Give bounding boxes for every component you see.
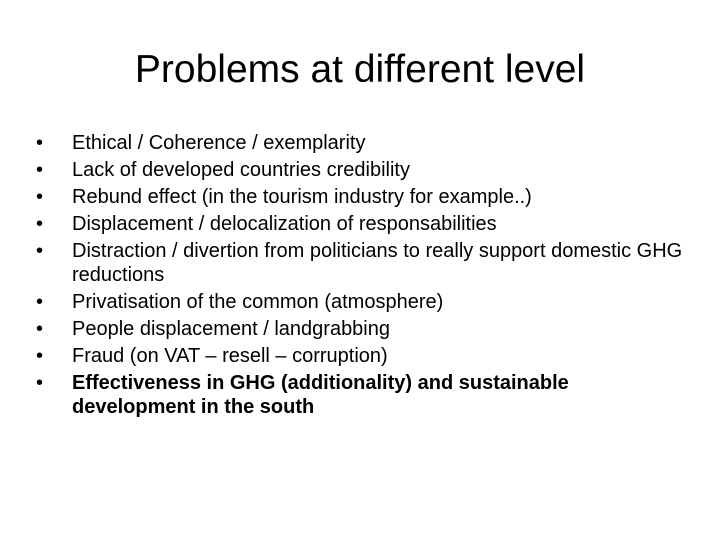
list-item xyxy=(36,344,696,368)
list-item xyxy=(36,185,696,209)
list-item-text: Lack of developed countries credibility xyxy=(72,159,410,181)
list-item-text: Displacement / delocalization of responsabilities xyxy=(72,213,497,235)
slide-title: Problems at different level xyxy=(134,48,586,91)
list-item xyxy=(36,290,696,314)
bullet-icon: • xyxy=(36,132,44,154)
bullet-icon: • xyxy=(36,291,44,313)
bullet-icon: • xyxy=(36,318,44,340)
list-item xyxy=(36,317,696,341)
list-item xyxy=(36,239,696,287)
list-item-text: Distraction / divertion from politicians to really support domestic GHG reductions xyxy=(72,240,683,286)
bullet-icon: • xyxy=(36,372,44,394)
list-item xyxy=(36,131,696,155)
list-item-text: Privatisation of the common (atmosphere) xyxy=(72,291,444,313)
bullet-icon: • xyxy=(36,240,44,262)
list-item-text: Ethical / Coherence / exemplarity xyxy=(72,132,366,154)
bullet-icon: • xyxy=(36,345,44,367)
list-item-text: Effectiveness in GHG (additionality) and sustainable development in the south xyxy=(72,372,569,418)
list-item xyxy=(36,158,696,182)
bullet-icon: • xyxy=(36,213,44,235)
bullet-list xyxy=(36,131,696,422)
list-item xyxy=(36,371,696,419)
bullet-icon: • xyxy=(36,186,44,208)
list-item-text: Rebund effect (in the tourism industry for example..) xyxy=(72,186,532,208)
list-item-text: Fraud (on VAT – resell – corruption) xyxy=(72,345,388,367)
list-item xyxy=(36,212,696,236)
bullet-icon: • xyxy=(36,159,44,181)
list-item-text: People displacement / landgrabbing xyxy=(72,318,390,340)
